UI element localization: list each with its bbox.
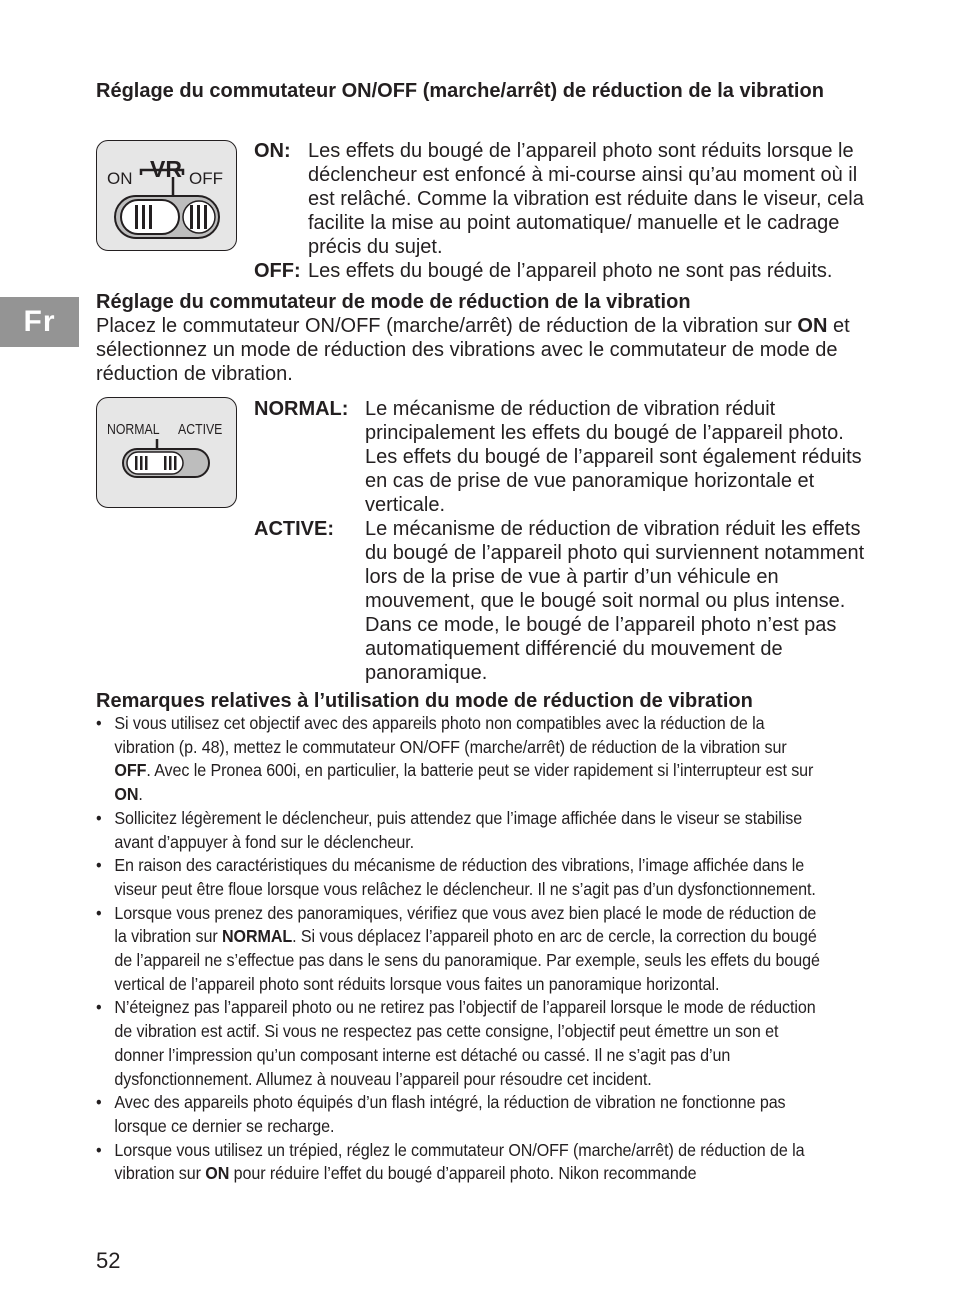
note-item — [96, 996, 823, 1091]
note-item — [96, 1091, 823, 1138]
note-text: Lorsque vous prenez des panoramiques, vérifiez que vous avez bien placé le mode de réduction de la vibration sur — [114, 902, 817, 947]
term-active: ACTIVE: — [254, 518, 334, 540]
term-normal: NORMAL: — [254, 398, 349, 420]
description-active: Le mécanisme de réduction de vibration réduit les effets du bougé de l’appareil photo qui surviennent notamment lors de la prise de vue à partir d’un véhicule en mouvement, que le bougé soit normal ou plus intense. Dans ce mode, le bougé de l’appareil photo n’est pas automatiquement différencié du mouvement de panoramique. — [365, 518, 865, 684]
vr-notes-list — [96, 712, 823, 1186]
definition-row — [254, 259, 876, 283]
note-text: Lorsque vous utilisez un trépied, réglez le commutateur ON/OFF (marche/arrêt) de réduction de la vibration sur — [114, 1139, 805, 1184]
note-item — [96, 1139, 823, 1186]
page-number: 52 — [96, 1248, 121, 1273]
definition-row — [254, 517, 878, 685]
description-normal: Le mécanisme de réduction de vibration réduit principalement les effets du bougé de l’appareil photo. Les effets du bougé de l’appareil sont également réduits en cas de prise de vue panoramique horizontale et verticale. — [365, 398, 862, 516]
note-text: pour réduire l’effet du bougé d’appareil photo. Nikon recommande — [229, 1163, 697, 1184]
term-on: ON: — [254, 140, 291, 162]
switch-label-normal: NORMAL — [107, 420, 160, 438]
vr-onoff-heading: Réglage du commutateur ON/OFF (marche/arrêt) de réduction de la vibration — [96, 80, 824, 102]
note-text: . Avec le Pronea 600i, en particulier, la batterie peut se vider rapidement si l’interrupteur est sur — [146, 760, 814, 781]
vr-mode-switch-illustration — [96, 397, 237, 508]
intro-text-2: et sélectionnez un mode de réduction des vibrations avec le commutateur de mode de réduction de vibration. — [96, 315, 850, 385]
note-emphasis: ON — [114, 784, 139, 805]
switch-label-on: ON — [107, 169, 133, 188]
note-item — [96, 712, 823, 807]
note-emphasis: NORMAL — [222, 926, 293, 947]
vr-onoff-switch-illustration — [96, 140, 237, 251]
switch-label-off: OFF — [189, 169, 223, 188]
note-emphasis: ON — [205, 1163, 230, 1184]
vr-mode-heading: Réglage du commutateur de mode de réduction de la vibration — [96, 291, 691, 313]
note-text: . Si vous déplacez l’appareil photo en arc de cercle, la correction du bougé de l’appareil ne s’effectue pas dans le sens du panoramique. Par exemple, seuls les effets du bougé vertical de l’appareil photo sont réduits lorsque vous faites un panoramique horizontal. — [114, 926, 820, 994]
note-item — [96, 854, 823, 901]
note-text: Avec des appareils photo équipés d’un flash intégré, la réduction de vibration ne fonctionne pas lorsque ce dernier se recharge. — [114, 1092, 786, 1136]
intro-text-1: Placez le commutateur ON/OFF (marche/arrêt) de réduction de la vibration sur — [96, 315, 798, 337]
description-off: Les effets du bougé de l’appareil photo ne sont pas réduits. — [308, 260, 833, 282]
switch-label-active: ACTIVE — [178, 420, 223, 438]
definition-row — [254, 397, 878, 517]
note-text: Sollicitez légèrement le déclencheur, puis attendez que l’image affichée dans le viseur se stabilise avant d’appuyer à fond sur le déclencheur. — [114, 807, 803, 852]
vr-mode-intro — [96, 314, 876, 386]
note-text: . — [138, 784, 143, 805]
note-emphasis: OFF — [114, 760, 147, 781]
intro-bold-on: ON — [797, 315, 828, 337]
note-text: N’éteignez pas l’appareil photo ou ne retirez pas l’objectif de l’appareil lorsque le mode de réduction de vibration est actif. Si vous ne respectez pas cette consigne, l’objectif peut émettre un son et donner l’impression qu’un composant interne est détaché ou cassé. Il ne s’agit pas d’un dysfonctionnement. Allumez à nouveau l’appareil pour résoudre cet incident. — [114, 997, 816, 1089]
note-item — [96, 807, 823, 854]
vr-notes-heading: Remarques relatives à l’utilisation du mode de réduction de vibration — [96, 690, 753, 712]
description-on: Les effets du bougé de l’appareil photo sont réduits lorsque le déclencheur est enfoncé à mi-course ainsi qu’au moment où il est relâché. Comme la vibration est réduite dans le viseur, cela facilite la mise au point automatique/ manuelle et le cadrage précis du sujet. — [308, 140, 864, 258]
note-text: Si vous utilisez cet objectif avec des appareils photo non compatibles avec la réduction de la vibration (p. 48), mettez le commutateur ON/OFF (marche/arrêt) de réduction de la vibration sur — [114, 713, 787, 757]
note-text: En raison des caractéristiques du mécanisme de réduction des vibrations, l’image affichée dans le viseur peut être floue lorsque vous relâchez le déclencheur. Il ne s’agit pas d’un dysfonctionnement. — [114, 855, 816, 899]
language-tab: Fr — [0, 297, 79, 347]
switch-label-vr: VR — [150, 156, 182, 182]
term-off: OFF: — [254, 260, 301, 282]
definition-row — [254, 139, 876, 259]
vr-onoff-definitions — [254, 139, 876, 283]
vr-mode-definitions — [254, 397, 878, 685]
note-item — [96, 902, 823, 997]
